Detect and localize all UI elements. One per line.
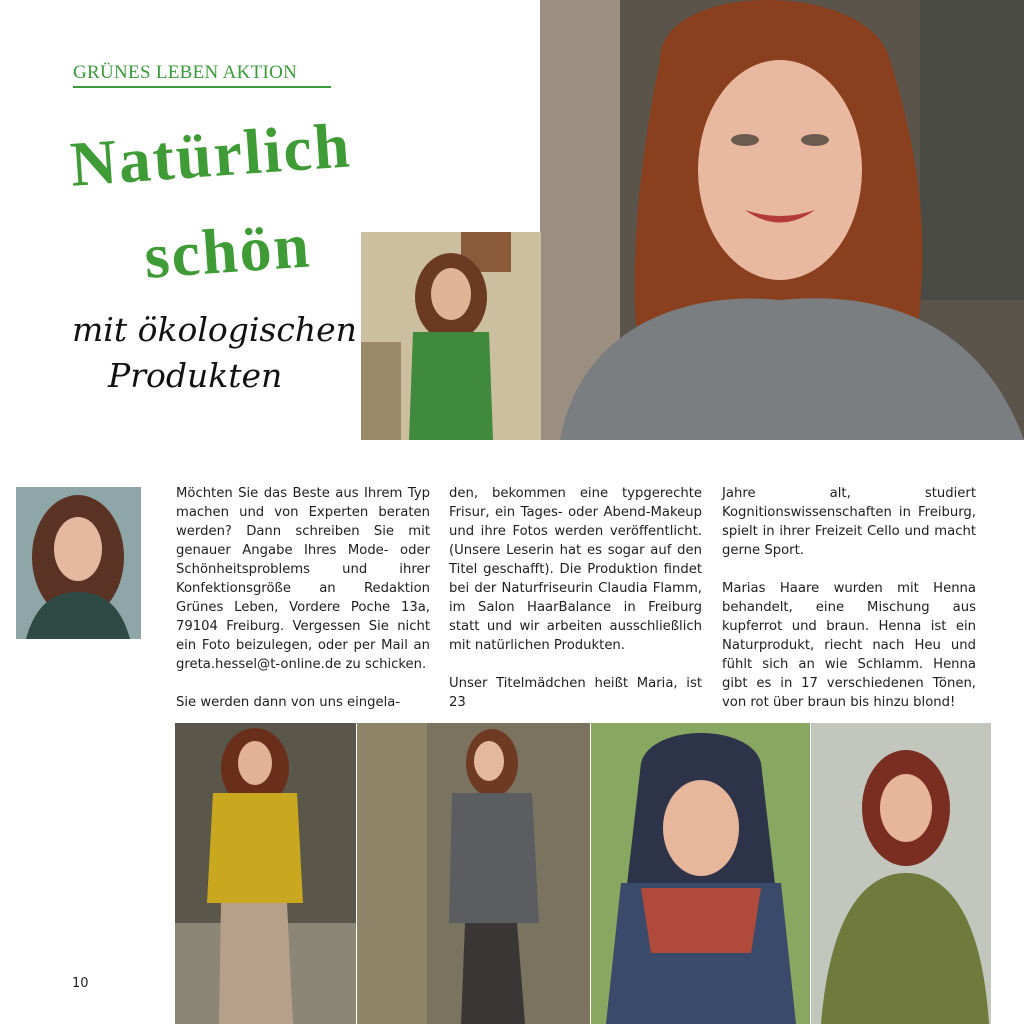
section-kicker: GRÜNES LEBEN AKTION bbox=[73, 62, 298, 83]
page-number: 10 bbox=[72, 976, 89, 991]
subtitle-line-2: Produkten bbox=[108, 356, 283, 395]
hero-portrait-photo bbox=[540, 0, 1024, 440]
article-column-3: Jahre alt, studiert Kognitionswissenschaften in Freiburg, spielt in ihrer Freizeit Cello und macht gerne Sport. Marias Haare wurden mit Henna behandelt, eine Mischung aus kupferrot und braun. Henna ist ein Naturprodukt, riecht nach Heu und fühlt sich an wie Schlamm. Henna gibt es in 17 verschiedenen Tönen, von rot über braun bis hinzu blond! bbox=[722, 486, 976, 710]
green-sweater-photo bbox=[811, 723, 991, 1024]
green-dress-illustration bbox=[361, 232, 541, 440]
scarf-hood-illustration bbox=[591, 723, 810, 1024]
before-portrait-illustration bbox=[16, 487, 141, 639]
subtitle-line-1: mit ökologischen bbox=[72, 310, 357, 349]
headline-line-2: schön bbox=[142, 209, 314, 292]
scarf-hood-photo bbox=[591, 723, 810, 1024]
yellow-cardigan-photo bbox=[175, 723, 356, 1024]
kicker-underline bbox=[73, 86, 331, 88]
green-dress-photo bbox=[361, 232, 541, 440]
article-column-1: Möchten Sie das Beste aus Ihrem Typ machen und von Experten beraten werden? Dann schreiben Sie mit genauer Angabe Ihres Mode- oder Schönheitsproblems und ihrer Konfektionsgröße an Redaktion Grünes Leben, Vordere Poche 13a, 79104 Freiburg. Vergessen Sie nicht ein Foto beizulegen, oder per Mail an greta.hessel@t-online.de zu schicken. Sie werden dann von uns eingela- bbox=[176, 486, 430, 710]
article-column-2: den, bekommen eine typgerechte Frisur, ein Tages- oder Abend-Makeup und ihre Fotos werden veröffentlicht. (Unsere Leserin hat es sogar auf den Titel geschafft). Die Produktion findet bei der Naturfriseurin Claudia Flamm, im Salon HaarBalance in Freiburg statt und wir arbeiten ausschließlich mit natürlichen Produkten. Unser Titelmädchen heißt Maria, ist 23 bbox=[449, 486, 702, 710]
headline-line-1: Natürlich bbox=[68, 109, 354, 200]
grey-dress-photo bbox=[357, 723, 590, 1024]
hero-portrait-illustration bbox=[540, 0, 1024, 440]
grey-dress-illustration bbox=[357, 723, 590, 1024]
yellow-cardigan-illustration bbox=[175, 723, 356, 1024]
before-portrait-photo bbox=[16, 487, 141, 639]
green-sweater-illustration bbox=[811, 723, 991, 1024]
